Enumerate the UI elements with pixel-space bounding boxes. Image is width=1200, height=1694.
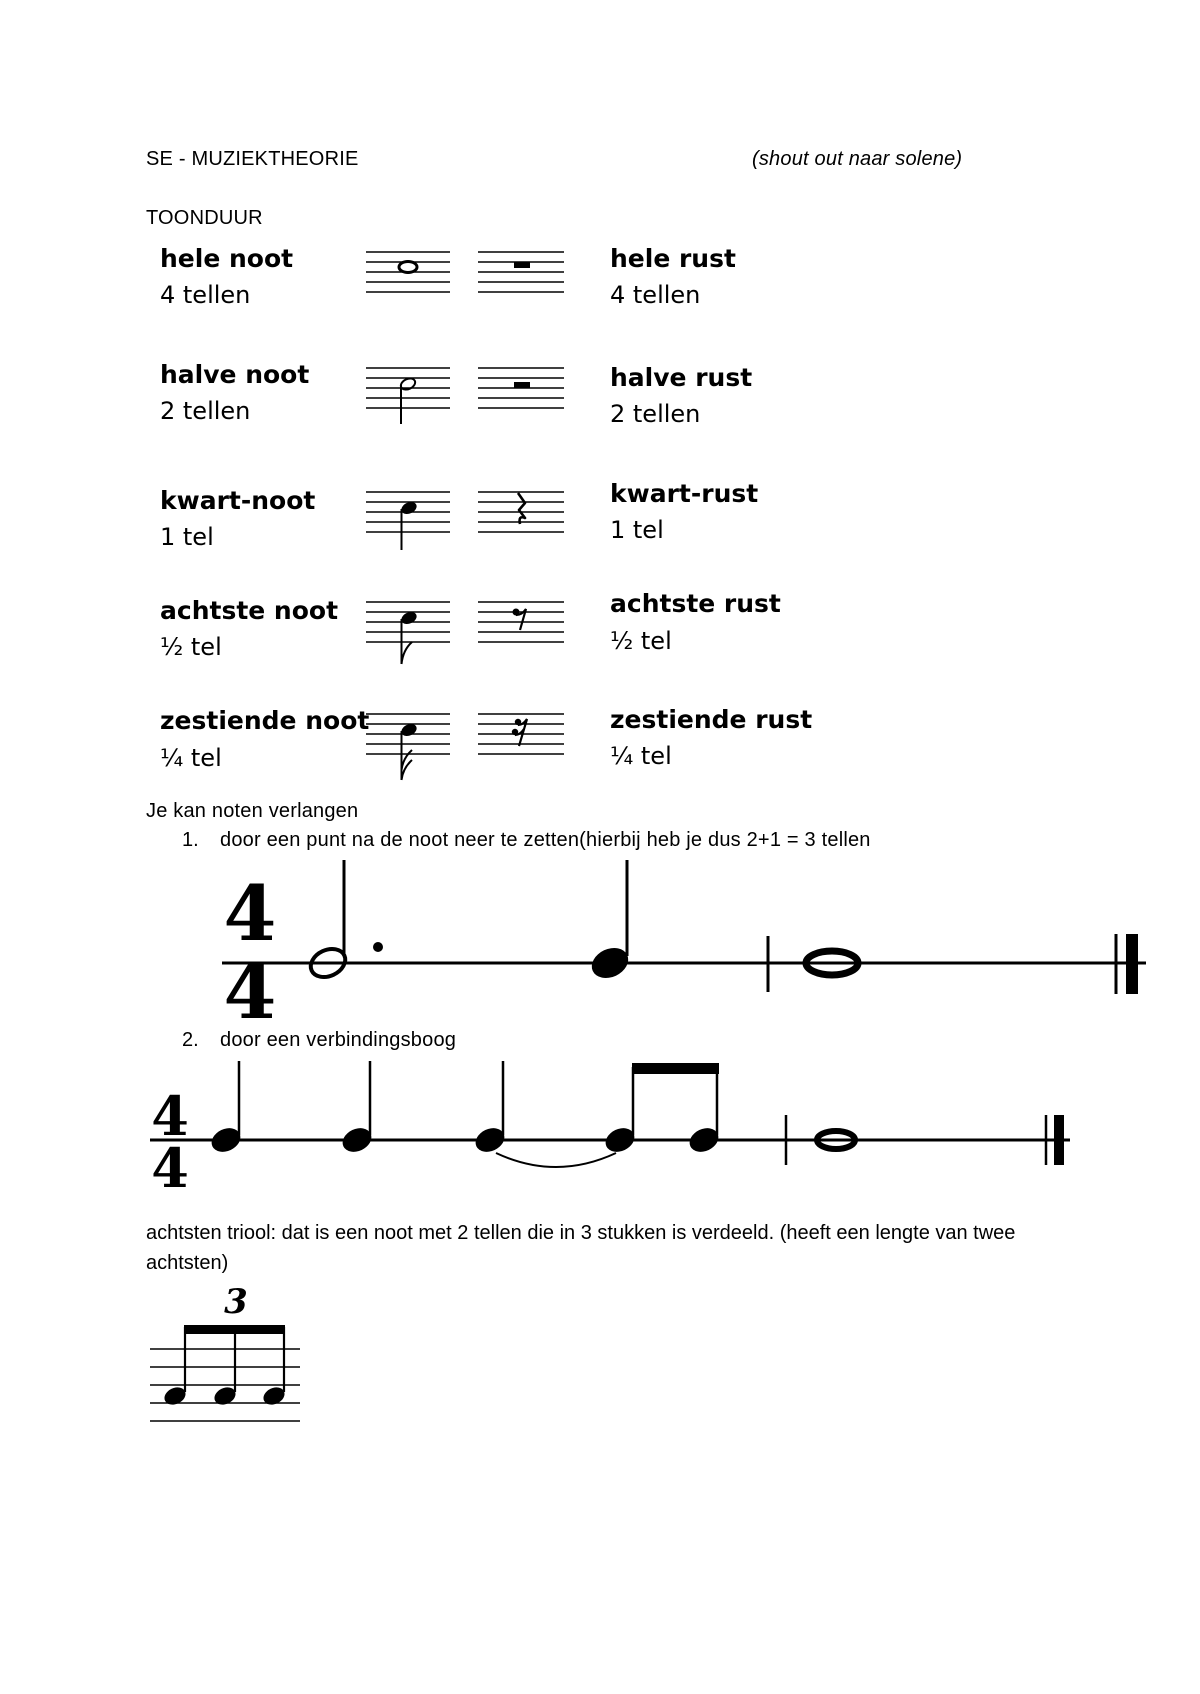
beam [632,1063,719,1074]
quarter-note-staff [366,488,456,558]
final-bar-thick [1126,934,1138,994]
tie-example [0,1055,1200,1200]
rest-count: 1 tel [610,516,664,544]
note-count: ½ tel [160,633,222,661]
quarter-note [208,1061,244,1156]
sixteenth-note-staff [366,710,456,785]
section-title: TOONDUUR [146,207,263,229]
list-item-text: door een punt na de noot neer te zetten(hierbij heb je dus 2+1 = 3 tellen [220,829,871,851]
tie-arc [496,1153,616,1167]
rest-name: hele rust [610,244,736,273]
lengthen-intro: Je kan noten verlangen [146,800,359,822]
eighth-note-icon [399,610,418,664]
list-item-text: door een verbindingsboog [220,1029,457,1051]
rest-count: ¼ tel [610,742,672,770]
note-name: kwart-noot [160,486,316,515]
half-note-icon [399,376,417,424]
rest-count: ½ tel [610,627,672,655]
whole-note-icon [399,262,417,273]
quarter-note-icon [399,500,418,550]
beamed-eighth-notes [602,1063,722,1156]
sixteenth-note-icon [399,722,418,780]
augmentation-dot [373,942,383,952]
half-rest-icon [514,382,530,388]
quarter-rest-staff [478,488,568,548]
rest-name: zestiende rust [610,705,813,734]
note-count: 2 tellen [160,397,251,425]
list-number: 1. [182,829,199,851]
time-signature-top: 4 [223,869,277,958]
note-name: hele noot [160,244,294,273]
note-count: 4 tellen [160,281,251,309]
triplet-example [140,1282,310,1445]
time-signature-bottom: 4 [223,947,277,1036]
header-note: (shout out naar solene) [752,148,963,170]
rest-name: achtste rust [610,589,781,618]
eighth-rest-icon [513,609,527,631]
triplet-explanation: achtsten triool: dat is een noot met 2 tellen die in 3 stukken is verdeeld. (heeft een lengte van twee achtsten) [146,1222,1016,1274]
time-signature-bottom: 4 [151,1136,189,1200]
document-title: SE - MUZIEKTHEORIE [146,148,359,170]
rest-count: 2 tellen [610,400,701,428]
eighth-note-staff [366,598,456,670]
rest-name: kwart-rust [610,479,759,508]
half-rest-staff [478,364,568,424]
quarter-note [472,1061,508,1156]
triplet-number: 3 [224,1282,248,1322]
whole-rest-staff [478,248,568,308]
list-number: 2. [182,1029,199,1051]
time-signature-top: 4 [151,1084,189,1148]
sixteenth-rest-icon [512,719,527,746]
quarter-note [587,860,633,984]
final-bar-thick [1054,1115,1064,1165]
rest-count: 4 tellen [610,281,701,309]
note-count: ¼ tel [160,744,222,772]
note-name: zestiende noot [160,706,370,735]
whole-rest-icon [514,262,530,268]
note-count: 1 tel [160,523,214,551]
dotted-note-example [0,850,1200,1036]
eighth-rest-staff [478,598,568,658]
rest-name: halve rust [610,363,753,392]
beam [184,1325,285,1334]
sixteenth-rest-staff [478,710,568,770]
whole-note-staff [366,248,456,308]
quarter-note [339,1061,375,1156]
half-note-staff [366,364,456,434]
note-name: achtste noot [160,596,339,625]
note-name: halve noot [160,360,310,389]
quarter-rest-icon [518,493,525,524]
